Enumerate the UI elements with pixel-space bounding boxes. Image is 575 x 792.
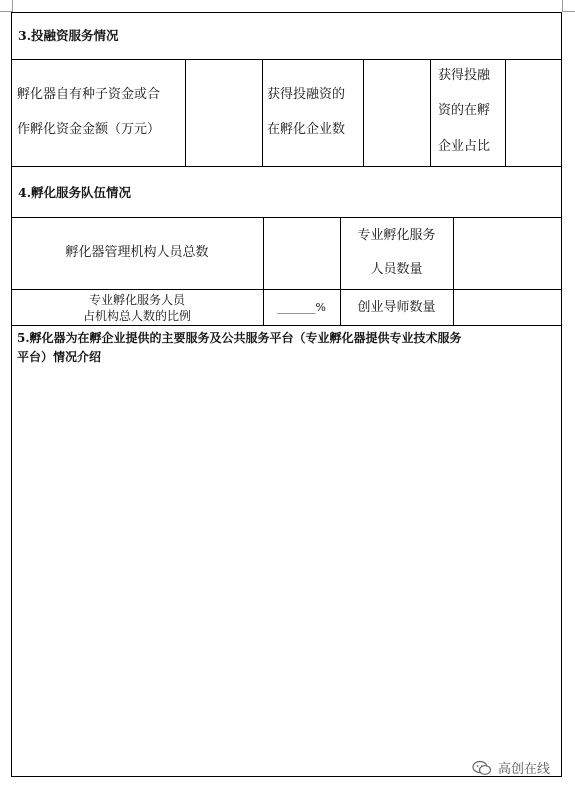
divider: [11, 217, 562, 218]
page-corner-mark-left: [0, 0, 13, 12]
section3-title: 3.投融资服务情况: [18, 28, 119, 43]
mentor-count-label: 创业导师数量: [357, 300, 436, 315]
financed-enterprises-label: 获得投融资的: [267, 87, 346, 102]
section5-title: 5.孵化器为在孵企业提供的主要服务及公共服务平台（专业孵化器提供专业技术服务: [17, 331, 462, 345]
divider: [11, 59, 562, 60]
section4-title: 4.孵化服务队伍情况: [18, 185, 132, 200]
section5-title: 平台）情况介绍: [17, 350, 102, 364]
pro-staff-count-label: 人员数量: [370, 262, 423, 277]
watermark: [472, 758, 550, 777]
wechat-icon: [472, 760, 492, 776]
total-staff-label: 孵化器管理机构人员总数: [65, 245, 209, 260]
financed-ratio-label: 获得投融: [438, 68, 491, 83]
page-corner-mark-right: [562, 0, 575, 12]
financed-ratio-label: 企业占比: [438, 139, 491, 154]
financed-enterprises-label: 在孵化企业数: [267, 122, 346, 137]
divider: [11, 166, 562, 167]
seed-fund-label: 孵化器自有种子资金或合: [17, 87, 161, 102]
percent-blank: _______%: [277, 301, 326, 314]
divider: [363, 59, 364, 166]
watermark-text: 高创在线: [498, 762, 551, 777]
pro-staff-ratio-label: 专业孵化服务人员: [88, 293, 185, 307]
divider: [11, 325, 562, 326]
divider: [262, 59, 263, 166]
divider: [505, 59, 506, 166]
pro-staff-ratio-label: 占机构总人数的比例: [82, 309, 191, 323]
divider: [453, 217, 454, 325]
divider: [185, 59, 186, 166]
pro-staff-count-label: 专业孵化服务: [357, 228, 436, 243]
divider: [430, 59, 431, 166]
divider: [11, 289, 562, 290]
financed-ratio-label: 资的在孵: [438, 103, 491, 118]
seed-fund-label: 作孵化资金金额（万元）: [17, 122, 161, 137]
